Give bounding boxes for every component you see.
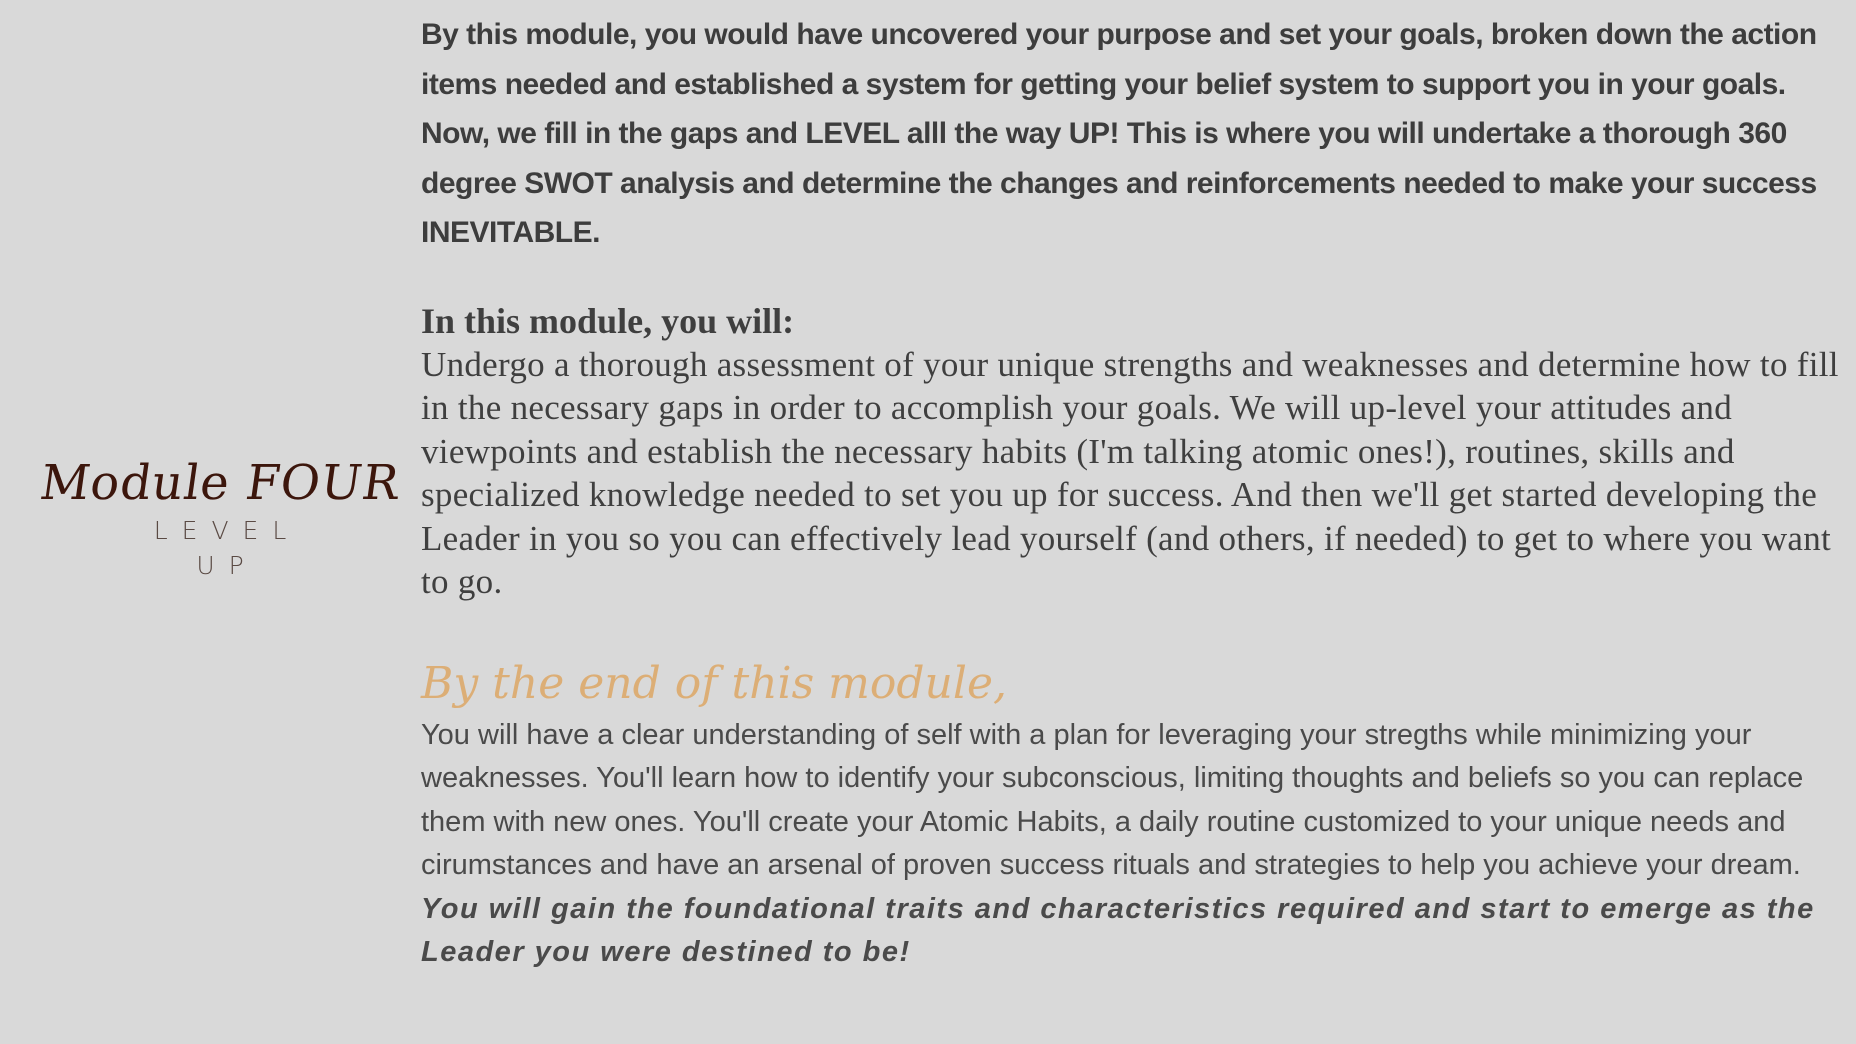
section-end-of-module — [421, 654, 1841, 975]
module-badge — [36, 455, 404, 583]
section-you-will — [421, 300, 1841, 604]
section-end-heading: By the end of this module, — [421, 657, 1007, 709]
module-title: Module FOUR — [36, 455, 404, 511]
section-end-body-text: You will have a clear understanding of self with a plan for leveraging your stregths while minimizing your weaknesses. You'll learn how to identify your subconscious, limiting thoughts and beliefs so you can replace them with new ones. You'll create your Atomic Habits, a daily routine customized to your unique needs and cirumstances and have an arsenal of proven success rituals and strategies to help you achieve your dream. — [421, 718, 1804, 881]
module-subtitle-level: LEVEL — [153, 515, 301, 545]
section-you-will-heading: In this module, you will: — [421, 300, 795, 341]
intro-paragraph: By this module, you would have uncovered your purpose and set your goals, broken down the action items needed and established a system for getting your belief system to support you in your goals. Now, we fill in the gaps and LEVEL alll the way UP! This is where you will undertake a thorough 360 degree SWOT analysis and determine the changes and reinforcements needed to make your success INEVITABLE. — [421, 18, 1817, 249]
section-end-emphasis: You will gain the foundational traits and characteristics required and start to emerge as the Leader you were destined to be! — [421, 892, 1815, 968]
module-subtitle-up: UP — [196, 550, 258, 580]
module-content — [421, 10, 1841, 975]
section-end-body — [421, 714, 1841, 975]
section-you-will-body: Undergo a thorough assessment of your unique strengths and weaknesses and determine how to fill in the necessary gaps in order to accomplish your goals. We will up-level your attitudes and viewpoints and establish the necessary habits (I'm talking atomic ones!), routines, skills and specialized knowledge needed to set you up for success. And then we'll get started developing the Leader in you so you can effectively lead yourself (and others, if needed) to get to where you want to go. — [421, 344, 1839, 601]
